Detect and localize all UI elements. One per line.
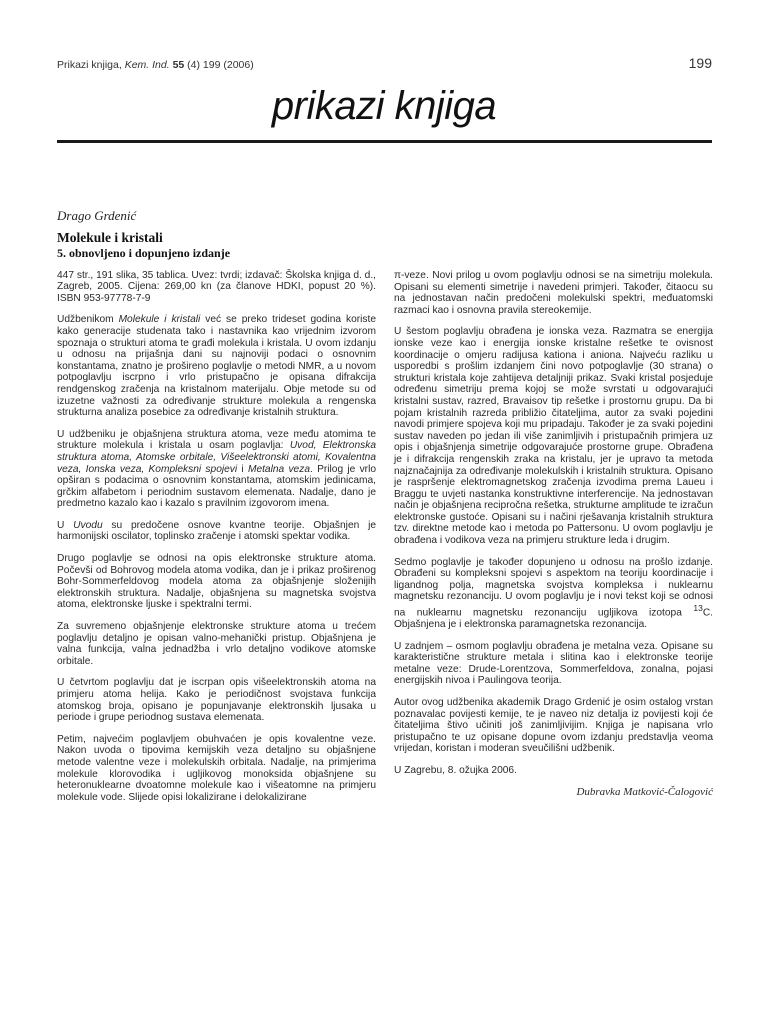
reviewer-signature: Dubravka Matković-Čalogović (576, 785, 713, 798)
left-column (57, 210, 376, 813)
paragraph: U četvrtom poglavlju dat je iscrpan opis višeelektronskih atoma na primjeru atoma helija. Kako je periodičnost svojstava funkcija atomskog broja, opisano je popunjavanje elektronskih ljusaka u periode i grupe periodnog sustava elemenata. (57, 677, 376, 724)
paragraph: Za suvremeno objašnjenje elektronske strukture atoma u trećem poglavlju detaljno je opisan valno-mehanički pristup. Objašnjena je valna funkcija, valna jednadžba i vrlo detaljno vodikove atomske orbitale. (57, 621, 376, 667)
paragraph: U udžbeniku je objašnjena struktura atoma, veze među atomima te strukture molekula i kristala u osam poglavlja: Uvod, Elektronska struktura atoma, Atomske orbitale, Višeelektronski atomi, Kovalentna veza, Ionska veza, Kompleksni spojevi i Metalna veza. Prilog je vrlo opširan s podacima o osnovnim konstantama, atomskim jedinicama, grčkim alfabetom i periodnim sustavom elemenata. Nadalje, dano je predmetno kazalo kao i kazalo s pravilnim izgovorom imena. (57, 428, 376, 510)
paragraph: Autor ovog udžbenika akademik Drago Grdenić je osim ostalog vrstan poznavalac povijesti kemije, te je naveo niz detalja iz povijesti koji će čitateljima štivo učiniti još zanimljivijim. Knjiga je napisana vrlo pristupačno te uz opisane dopune ovom izdanju predstavlja veoma vrijedan, koristan i moderan sveučilišni udžbenik. (394, 696, 713, 755)
section-title: prikazi knjiga (271, 84, 497, 128)
right-column (394, 270, 713, 808)
paragraph: Sedmo poglavlje je također dopunjeno u odnosu na prošlo izdanje. Obrađeni su kompleksni spojevi s aspektom na teoriju koordinacije i ligandnog polja, magnetska svojstva kompleksa i nuklearnu magnetsku rezonanciju. U ovom poglavlju je i novi tekst koji se odnosi na nuklearnu magnetsku rezonanciju ugljikova izotopa $^{13}$C. Objašnjena je i elektronska paramagnetska rezonancija. (394, 556, 713, 631)
isotope-superscript: 13 (693, 603, 703, 614)
paragraph: Drugo poglavlje se odnosi na opis elektronske strukture atoma. Počevši od Bohrovog modela atoma vodika, dan je i prikaz proširenog Bohr-Sommerfeldovog modela atoma za objašnjenje složenijih elektronskih struktura. Nadalje, objašnjena su magnetska svojstva atoma, elektronske ljuske i spektralni termi. (57, 553, 376, 611)
place-date: U Zagrebu, 8. ožujka 2006. (394, 764, 517, 776)
page-number: 199 (688, 55, 712, 71)
paragraph: U zadnjem – osmom poglavlju obrađena je metalna veza. Opisane su karakteristične strukture metala i slitina kao i elektronske teorije metalne veze: Drude-Lorentzova, Sommerfeldova, zonalna, pojasi energijskih nivoa i Paulingova teorija. (394, 640, 713, 687)
section-rule (57, 140, 712, 143)
journal-abbrev: Kem. Ind. (124, 59, 170, 71)
book-author: Drago Grdenić (57, 208, 137, 223)
book-title: Molekule i kristali (57, 229, 163, 245)
paragraph: Udžbenikom Molekule i kristali već se preko trideset godina koriste kako generacije studenata tako i nastavnika kao vrijednim izvorom spoznaja o strukturi atoma te građi molekula i kristala. U ovom izdanju u odnosu na prijašnja dani su najnoviji podaci o osnovnim konstantama, znatno je prošireno poglavlje o metodi NMR, a u novom potpoglavlju iscrpno i vrlo pristupačno je opisana difrakcija rendgenskog zračenja na kristalnom materijalu. Obje metode su od izuzetne važnosti za određivanje strukture molekula a rengenska strukturna analiza posebice za određivanje kristalnih struktura. (57, 314, 376, 419)
running-header (57, 57, 712, 73)
book-subtitle: 5. obnovljeno i dopunjeno izdanje (57, 245, 231, 260)
paragraph: π-veze. Novi prilog u ovom poglavlju odnosi se na simetriju molekula. Opisani su elementi simetrije i navedeni primjeri. Također, čitaocu su na jednostavan način predočeni molekulski spektri, međuatomski razmaci kao i osnovna pravila stereokemije. (394, 270, 713, 316)
journal-citation: Prikazi knjiga, Kem. Ind. 55 (4) 199 (2006) (57, 59, 254, 71)
book-info: 447 str., 191 slika, 35 tablica. Uvez: tvrdi; izdavač: Školska knjiga d. d., Zagreb, 2005. Cijena: 269,00 kn (za članove HDKI, popust 20 %). ISBN 953-97778-7-9 (57, 269, 376, 304)
paragraph: U Uvodu su predočene osnove kvantne teorije. Objašnjen je harmonijski oscilator, toplinsko zračenje i atomski spektar vodika. (57, 519, 376, 543)
paragraph: Petim, najvećim poglavljem obuhvaćen je opis kovalentne veze. Nakon uvoda o tipovima kemijskih veza detaljno su objašnjene metode valentne veze i molekulskih orbitala. Nadalje, na primjerima molekule klorovodika i ugljikovog monoksida objašnjene su heteronuklearne dvoatomne molekule kao i višeatomne na primjeru molekule vode. Slijede opisi lokalizirane i delokalizirane (57, 733, 376, 803)
paragraph: U šestom poglavlju obrađena je ionska veza. Razmatra se energija ionske veze kao i energija ionske kristalne rešetke te ovisnost koordinacije o omjeru radijusa kationa i aniona. Najveću razliku u usporedbi s prošlim izdanjem čini novo potpoglavlje (30 strana) o strukturi kristala koje zahtijeva detaljniji prikaz. Svaki kristal posjeduje određenu simetriju prema kojoj se može svrstati u odgovarajući kristalni sustav, razred, Bravaisov tip rešetke i prostornu grupu. Da bi pojam kristalnih razreda približio čitateljima, autor za svaki pojedini navodi primjere spojeva koji mu pripadaju. Također je za svaki pojedini sustav naveden po jedan ili više zanimljivih i pristupačnih primjera uz opis i objašnjenja simetrije odgovarajuće prostorne grupe. Obrađena je i difrakcija rengenskih zraka na kristalu, jer je upravo ta metoda najznačajnija za određivanje molekulskih i kristalnih struktura. Opisano je raspršenje elektromagnetskog zračenja izvodima prema Laueu i Braggu te uvjeti nastanka konstruktivne interferencije. Na jednostavan način je objašnjena recipročna rešetka, strukturne amplitude te izračun elektronske gustoće. Opisani su i načini rješavanja kristalnih struktura tzv. direktne metode kao i metoda po Pattersonu. U ovom poglavlju je obrađena i vodikova veza na primjeru strukture leda i drugim. (394, 326, 713, 547)
journal-volume: 55 (172, 59, 185, 71)
